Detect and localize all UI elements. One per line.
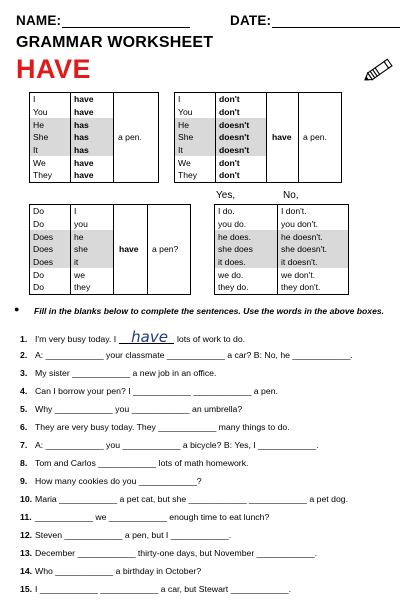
no-answer-cell: we don't. (278, 268, 349, 281)
table-row (215, 268, 349, 281)
verb-cell: have (71, 156, 114, 169)
negative-cell: doesn't (216, 144, 267, 157)
question-text: A: ____________ your classmate ____________ a car? B: No, he ____________. (35, 350, 353, 360)
subject-cell: You (30, 106, 71, 119)
subject-cell: He (175, 118, 216, 131)
question-text: December ____________ thirty-one days, but November ____________. (35, 548, 318, 558)
question-number: 10. (20, 494, 33, 504)
table-row (30, 93, 159, 106)
question-number: 4. (20, 386, 28, 396)
question-item (20, 494, 348, 504)
question-item (20, 530, 231, 540)
question-item (20, 566, 201, 576)
question-item (20, 368, 216, 378)
verb-cell: have (71, 106, 114, 119)
subject-cell: They (175, 169, 216, 182)
auxiliary-cell: Do (30, 268, 71, 281)
question-number: 6. (20, 422, 28, 432)
negative-table (174, 92, 342, 183)
negative-cell: don't (216, 93, 267, 106)
subject-cell: You (175, 106, 216, 119)
subject-cell: We (30, 156, 71, 169)
question-number: 5. (20, 404, 28, 414)
table-row (215, 256, 349, 269)
date-label: DATE: (230, 13, 272, 28)
question-number: 2. (20, 350, 28, 360)
name-field[interactable] (62, 27, 190, 28)
question-text: I'm very busy today. I (35, 334, 117, 344)
no-answer-cell: they don't. (278, 281, 349, 294)
subject-cell: it (71, 256, 114, 269)
verb-cell: have (71, 169, 114, 182)
question-item (20, 584, 291, 594)
question-text: Steven ____________ a pen, but I ____________. (35, 530, 232, 540)
yes-label: Yes, (216, 190, 236, 201)
yes-answer-cell: she does (215, 243, 278, 256)
verb-cell: has (71, 131, 114, 144)
subject-cell: she (71, 243, 114, 256)
question-number: 12. (20, 530, 33, 540)
subject-cell: we (71, 268, 114, 281)
example-answer[interactable]: have (119, 331, 174, 344)
topic-title: HAVE (16, 54, 92, 84)
yes-answer-cell: they do. (215, 281, 278, 294)
yes-answer-cell: it does. (215, 256, 278, 269)
question-text: Why ____________ you ____________ an umbrella? (35, 404, 243, 414)
subject-cell: I (175, 93, 216, 106)
question-table (29, 204, 191, 295)
question-item (20, 350, 353, 360)
question-number: 7. (20, 440, 28, 450)
subject-cell: he (71, 230, 114, 243)
subject-cell: They (30, 169, 71, 182)
auxiliary-cell: Do (30, 205, 71, 218)
no-answer-cell: you don't. (278, 218, 349, 231)
subject-cell: She (30, 131, 71, 144)
verb-cell: have (71, 93, 114, 106)
subject-cell: I (71, 205, 114, 218)
negative-cell: doesn't (216, 118, 267, 131)
question-item (20, 328, 246, 346)
question-item (20, 440, 319, 450)
auxiliary-cell: Do (30, 281, 71, 294)
negative-cell: don't (216, 156, 267, 169)
affirmative-table (29, 92, 159, 183)
table-row (30, 205, 191, 218)
no-answer-cell: it doesn't. (278, 256, 349, 269)
subject-cell: She (175, 131, 216, 144)
question-text-rest: lots of work to do. (176, 334, 246, 344)
no-label: No, (283, 190, 299, 201)
subject-cell: I (30, 93, 71, 106)
object-cell: a pen. (114, 93, 159, 183)
subject-cell: We (175, 156, 216, 169)
pencil-icon (362, 56, 396, 89)
auxiliary-cell: Does (30, 230, 71, 243)
object-cell: a pen. (299, 93, 342, 183)
question-text: Can I borrow your pen? I ____________ ____________ a pen. (35, 386, 278, 396)
object-cell: a pen? (148, 205, 191, 295)
no-answer-cell: she doesn't. (278, 243, 349, 256)
question-number: 3. (20, 368, 28, 378)
question-number: 13. (20, 548, 33, 558)
question-item (20, 476, 202, 486)
table-row (215, 243, 349, 256)
question-text: Maria ____________ a pet cat, but she ____________ ____________ a pet dog. (35, 494, 349, 504)
question-text: Who ____________ a birthday in October? (35, 566, 202, 576)
auxiliary-cell: Does (30, 256, 71, 269)
yes-answer-cell: he does. (215, 230, 278, 243)
negative-cell: doesn't (216, 131, 267, 144)
table-row (215, 205, 349, 218)
question-item (20, 458, 248, 468)
subject-cell: It (175, 144, 216, 157)
subject-cell: It (30, 144, 71, 157)
negative-cell: don't (216, 169, 267, 182)
question-text: ____________ we ____________ enough time to eat lunch? (35, 512, 270, 522)
negative-cell: don't (216, 106, 267, 119)
question-number: 14. (20, 566, 33, 576)
question-number: 15. (20, 584, 33, 594)
question-text: Tom and Carlos ____________ lots of math homework. (35, 458, 249, 468)
page-title: GRAMMAR WORKSHEET (16, 34, 214, 51)
table-row (175, 93, 342, 106)
table-row (215, 281, 349, 294)
yes-answer-cell: you do. (215, 218, 278, 231)
instructions: Fill in the blanks below to complete the sentences. Use the words in the above boxes. (34, 306, 385, 316)
question-item (20, 548, 317, 558)
yes-answer-cell: we do. (215, 268, 278, 281)
subject-cell: they (71, 281, 114, 294)
question-number: 1. (20, 334, 28, 344)
no-answer-cell: I don't. (278, 205, 349, 218)
subject-cell: you (71, 218, 114, 231)
question-item (20, 404, 242, 414)
table-row (215, 218, 349, 231)
no-answer-cell: he doesn't. (278, 230, 349, 243)
verb-cell: has (71, 144, 114, 157)
question-item (20, 512, 269, 522)
question-text: A: ____________ you ____________ a bicycle? B: Yes, I ____________. (35, 440, 319, 450)
question-text: They are very busy today. They ____________ many things to do. (35, 422, 290, 432)
verb-cell: have (114, 205, 148, 295)
table-row (215, 230, 349, 243)
yes-answer-cell: I do. (215, 205, 278, 218)
date-field[interactable] (272, 27, 400, 28)
name-label: NAME: (16, 13, 62, 28)
question-text: I ____________ ____________ a car, but Stewart ____________. (35, 584, 292, 594)
subject-cell: He (30, 118, 71, 131)
question-text: How many cookies do you ____________? (35, 476, 202, 486)
bullet-icon: ● (14, 304, 20, 314)
verb-cell: has (71, 118, 114, 131)
auxiliary-cell: Does (30, 243, 71, 256)
question-item (20, 422, 290, 432)
verb-cell: have (267, 93, 299, 183)
question-number: 11. (20, 512, 32, 522)
question-item (20, 386, 278, 396)
short-answer-table (214, 204, 349, 295)
question-number: 9. (20, 476, 28, 486)
auxiliary-cell: Do (30, 218, 71, 231)
question-text: My sister ____________ a new job in an office. (35, 368, 217, 378)
question-number: 8. (20, 458, 28, 468)
